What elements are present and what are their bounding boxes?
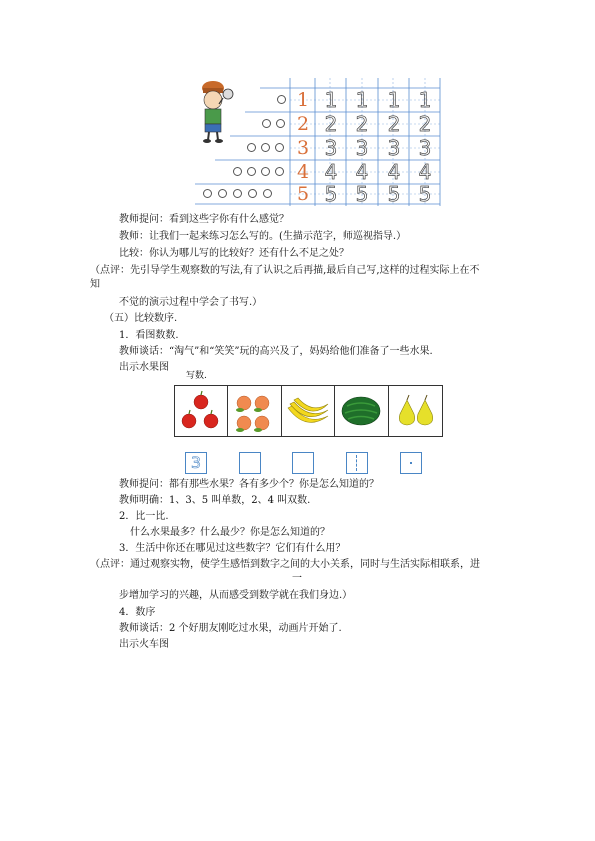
count-dot [275,167,284,176]
trace-number-4: 4 [387,160,401,184]
count-dot [263,189,272,198]
section-heading: （五）比较数序. [104,313,178,324]
count-dot [275,143,284,152]
fruit-panel [174,385,443,437]
watermelon-cell [335,386,389,436]
example-number-5: 5 [296,183,310,205]
count-dot [218,189,227,198]
example-number-2: 2 [296,113,310,135]
write-box-1[interactable] [185,452,207,474]
write-box-2[interactable] [239,452,261,474]
text-line: 教师明确：1、3、5 叫单数，2、4 叫双数. [119,495,311,506]
example-number-1: 1 [296,89,310,111]
watermelon-icon [335,386,388,436]
example-number-4: 4 [296,161,310,183]
write-box-value: 3 [190,453,202,472]
text-line: 教师谈话：2 个好朋友刚吃过水果，动画片开始了. [119,623,342,634]
trace-number-2: 2 [324,112,338,136]
trace-number-2: 2 [418,112,432,136]
trace-number-5: 5 [355,182,369,206]
write-box-4[interactable] [346,452,368,474]
trace-number-2: 2 [387,112,401,136]
count-dot [262,119,271,128]
text-line: 3．生活中你还在哪见过这些数字？它们有什么用？ [119,543,346,554]
comment-line: 一 [292,573,302,584]
pear-cell [389,386,442,436]
comment-line: 不觉的演示过程中学会了书写.） [119,297,263,308]
pear-icon [389,386,442,436]
trace-number-1: 1 [355,88,369,112]
text-line: 比较：你认为哪儿写的比较好？还有什么不足之处？ [119,248,349,259]
comment-line: （点评：先引导学生观察数的写法,有了认识之后再描,最后自己写,这样的过程实际上在不 [90,265,480,276]
trace-number-1: 1 [418,88,432,112]
peach-icon [228,386,281,436]
text-line: 4．数序 [119,607,156,618]
box-guide [410,462,412,464]
count-dot [276,119,285,128]
trace-number-5: 5 [418,182,432,206]
trace-number-4: 4 [418,160,432,184]
apple-cell [175,386,228,436]
trace-number-5: 5 [387,182,401,206]
count-dot [233,189,242,198]
comment-line: 步增加学习的兴趣，从而感受到数学就在我们身边.） [119,590,353,601]
count-dot [247,167,256,176]
trace-number-3: 3 [387,136,401,160]
example-number-3: 3 [296,137,310,159]
banana-icon [282,386,334,436]
trace-number-3: 3 [355,136,369,160]
text-line: 什么水果最多？什么最少？你是怎么知道的？ [130,527,330,538]
count-dot [248,189,257,198]
write-number-label: 写数. [186,371,207,381]
count-dot [203,189,212,198]
comment-line: （点评：通过观察实物，使学生感悟到数字之间的大小关系，同时与生活实际相联系，进 [90,559,480,570]
count-dot [261,167,270,176]
comment-line: 知 [90,279,100,290]
text-line: 1．看图数数. [119,330,179,341]
trace-number-3: 3 [418,136,432,160]
write-box-5[interactable] [400,452,422,474]
trace-number-5: 5 [324,182,338,206]
trace-number-4: 4 [355,160,369,184]
text-line: 2．比一比. [119,511,169,522]
text-line: 出示火车图 [119,639,169,650]
count-dot [261,143,270,152]
trace-number-1: 1 [387,88,401,112]
apple-icon [175,386,227,436]
trace-number-4: 4 [324,160,338,184]
text-line: 教师提问：都有那些水果？各有多少个？你是怎么知道的？ [119,479,379,490]
box-guide [356,455,357,471]
trace-number-1: 1 [324,88,338,112]
trace-number-2: 2 [355,112,369,136]
text-line: 出示水果图 [119,362,169,373]
count-dot [247,143,256,152]
text-line: 教师谈话：“淘气”和“笑笑”玩的高兴及了，妈妈给他们准备了一些水果. [119,346,433,357]
banana-cell [282,386,335,436]
text-line: 教师：让我们一起来练习怎么写的。(生描示范字，师巡视指导.） [119,231,407,242]
text-line: 教师提问：看到这些字你有什么感觉？ [119,214,289,225]
count-dot [233,167,242,176]
write-box-3[interactable] [292,452,314,474]
trace-number-3: 3 [324,136,338,160]
number-tracing-figure [195,78,445,206]
peach-cell [228,386,282,436]
count-dot [277,95,286,104]
